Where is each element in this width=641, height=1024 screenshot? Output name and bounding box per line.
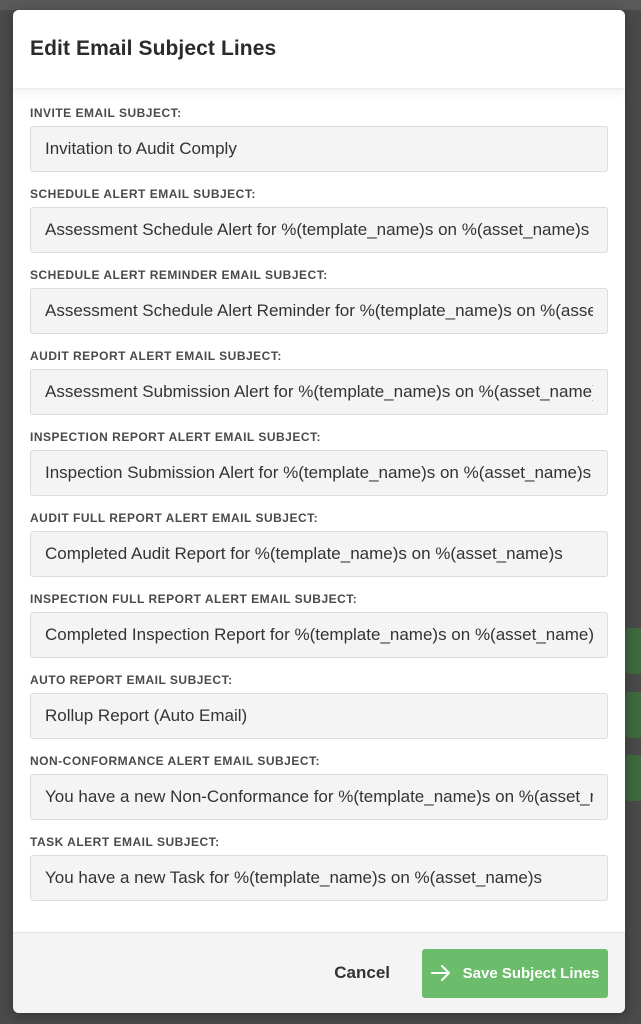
inspection-report-alert-subject-input[interactable] [30, 450, 608, 496]
field-label: AUDIT FULL REPORT ALERT EMAIL SUBJECT: [30, 511, 319, 525]
cancel-button[interactable]: Cancel [334, 955, 390, 991]
arrow-right-icon [431, 965, 451, 981]
audit-report-alert-subject-input[interactable] [30, 369, 608, 415]
field-auto-report-subject [30, 673, 608, 754]
save-subject-lines-button[interactable] [422, 949, 608, 998]
inspection-full-report-alert-subject-input[interactable] [30, 612, 608, 658]
field-non-conformance-alert-subject [30, 754, 608, 835]
save-button-label: Save Subject Lines [462, 964, 600, 982]
schedule-alert-reminder-subject-input[interactable] [30, 288, 608, 334]
field-label: SCHEDULE ALERT REMINDER EMAIL SUBJECT: [30, 268, 328, 282]
field-task-alert-subject [30, 835, 608, 916]
backdrop-green-button [625, 755, 641, 801]
backdrop-green-button [625, 692, 641, 738]
field-inspection-report-alert-subject [30, 430, 608, 511]
edit-email-subjects-modal [13, 10, 625, 1013]
field-label: NON-CONFORMANCE ALERT EMAIL SUBJECT: [30, 754, 320, 768]
field-label: AUDIT REPORT ALERT EMAIL SUBJECT: [30, 349, 282, 363]
field-invite-subject [30, 106, 608, 187]
field-audit-report-alert-subject [30, 349, 608, 430]
modal-footer [13, 932, 625, 1013]
field-inspection-full-report-alert-subject [30, 592, 608, 673]
task-alert-subject-input[interactable] [30, 855, 608, 901]
field-label: INSPECTION FULL REPORT ALERT EMAIL SUBJECT: [30, 592, 358, 606]
schedule-alert-subject-input[interactable] [30, 207, 608, 253]
invite-subject-input[interactable] [30, 126, 608, 172]
audit-full-report-alert-subject-input[interactable] [30, 531, 608, 577]
field-label: AUTO REPORT EMAIL SUBJECT: [30, 673, 233, 687]
field-label: TASK ALERT EMAIL SUBJECT: [30, 835, 220, 849]
field-label: INVITE EMAIL SUBJECT: [30, 106, 182, 120]
field-label: INSPECTION REPORT ALERT EMAIL SUBJECT: [30, 430, 322, 444]
field-label: SCHEDULE ALERT EMAIL SUBJECT: [30, 187, 256, 201]
non-conformance-alert-subject-input[interactable] [30, 774, 608, 820]
field-schedule-alert-subject [30, 187, 608, 268]
field-audit-full-report-alert-subject [30, 511, 608, 592]
field-schedule-alert-reminder-subject [30, 268, 608, 349]
auto-report-subject-input[interactable] [30, 693, 608, 739]
modal-body [13, 89, 625, 935]
backdrop-green-button [625, 628, 641, 674]
backdrop-strip [0, 0, 641, 10]
modal-title: Edit Email Subject Lines [30, 37, 277, 60]
modal-header [13, 10, 625, 89]
